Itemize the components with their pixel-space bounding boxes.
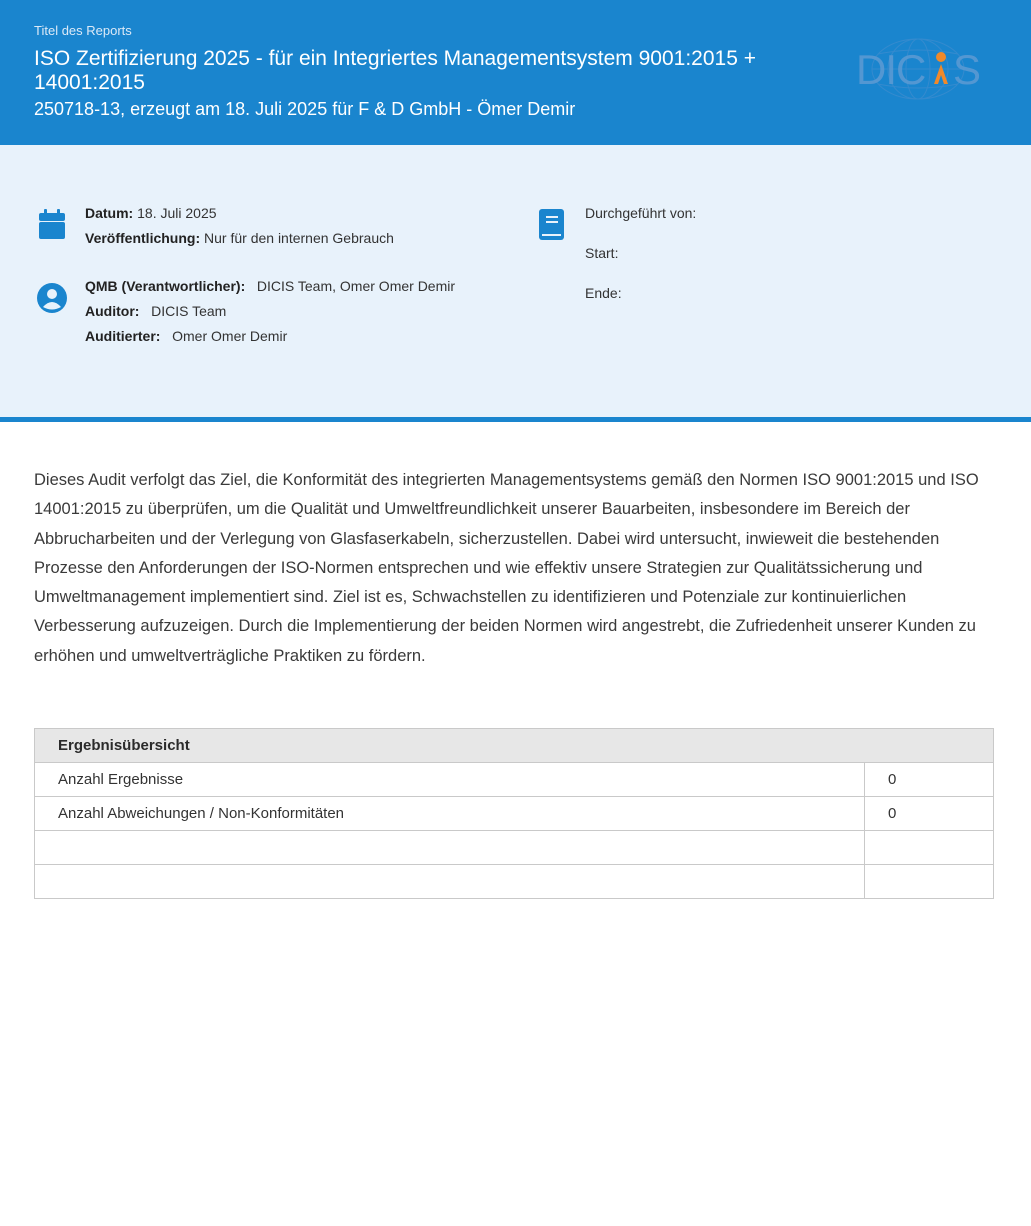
report-title: ISO Zertifizierung 2025 - für ein Integriertes Managementsystem 9001:2015 + 14001:2015	[34, 47, 756, 94]
qmb-line	[85, 278, 455, 294]
auditierter-value: Omer Omer Demir	[172, 328, 288, 344]
table-row	[35, 763, 994, 797]
auditierter-line	[85, 328, 287, 344]
row-label	[35, 831, 865, 865]
row-value: 0	[865, 763, 994, 797]
datum-line	[85, 205, 217, 221]
user-circle-icon	[37, 283, 67, 313]
datum-label: Datum:	[85, 205, 134, 221]
report-kicker: Titel des Reports	[34, 23, 132, 38]
veroeffentlichung-label: Veröffentlichung:	[85, 230, 201, 246]
dicis-logo	[852, 36, 987, 102]
table-header-row	[35, 729, 994, 763]
ende-label: Ende:	[585, 285, 622, 301]
start-label: Start:	[585, 245, 619, 261]
row-label: Anzahl Ergebnisse	[35, 763, 865, 797]
veroeffentlichung-line	[85, 230, 394, 246]
datum-value: 18. Juli 2025	[137, 205, 217, 221]
auditor-value: DICIS Team	[151, 303, 227, 319]
results-header: Ergebnisübersicht	[35, 729, 994, 763]
svg-text:DIC: DIC	[856, 46, 926, 93]
table-row	[35, 865, 994, 899]
row-value	[865, 831, 994, 865]
calendar-icon	[38, 208, 66, 240]
table-row	[35, 831, 994, 865]
table-row	[35, 797, 994, 831]
info-panel	[0, 145, 1031, 422]
row-label	[35, 865, 865, 899]
results-table	[34, 728, 994, 899]
intro-paragraph: Dieses Audit verfolgt das Ziel, die Konformität des integrierten Managementsystems gemäß den Normen ISO 9001:2015 und ISO 14001:2015 zu überprüfen, um die Qualität und Umweltfreundlichkeit unserer Bauarbeiten, insbesondere im Bereich der Abbrucharbeiten und der Verlegung von Glasfaserkabeln, sicherzustellen. Dabei wird untersucht, inwieweit die bestehenden Prozesse den Anforderungen der ISO-Normen entsprechen und wie effektiv unsere Strategien zur Qualitätssicherung und Umweltmanagement implementiert sind. Ziel ist es, Schwachstellen zu identifizieren und Potenziale zur kontinuierlichen Verbesserung aufzuzeigen. Durch die Implementierung der beiden Normen wird angestrebt, die Zufriedenheit unserer Kunden zu erhöhen und umweltverträgliche Praktiken zu fördern.	[34, 471, 979, 665]
qmb-value: DICIS Team, Omer Omer Demir	[256, 278, 456, 294]
svg-text:S: S	[953, 46, 982, 93]
auditor-line	[85, 303, 226, 319]
row-value: 0	[865, 797, 994, 831]
auditierter-label: Auditierter:	[85, 328, 161, 344]
row-value	[865, 865, 994, 899]
veroeffentlichung-value: Nur für den internen Gebrauch	[204, 230, 394, 246]
auditor-label: Auditor:	[85, 303, 140, 319]
report-subtitle: 250718-13, erzeugt am 18. Juli 2025 für F & D GmbH - Ömer Demir	[34, 99, 576, 119]
qmb-label: QMB (Verantwortlicher):	[85, 278, 246, 294]
report-header	[0, 0, 1031, 145]
row-label: Anzahl Abweichungen / Non-Konformitäten	[35, 797, 865, 831]
durchgefuehrt-label: Durchgeführt von:	[585, 205, 697, 221]
book-icon	[538, 208, 565, 241]
